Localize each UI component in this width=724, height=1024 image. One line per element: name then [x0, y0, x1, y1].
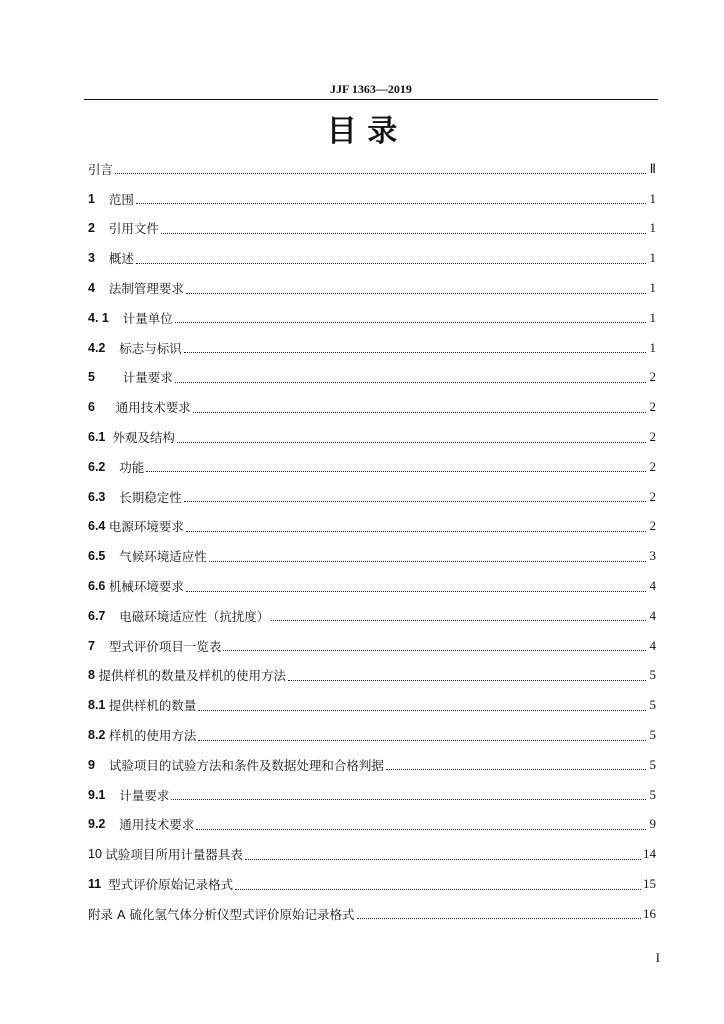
- toc-leader-dots: [209, 561, 646, 562]
- toc-entry-number: 5: [88, 370, 123, 385]
- toc-entry-label: 功能: [119, 459, 145, 475]
- toc-leader-dots: [161, 233, 646, 234]
- toc-entry[interactable]: [88, 571, 656, 601]
- toc-entry[interactable]: [88, 631, 656, 661]
- toc-entry-page: 2: [649, 458, 656, 474]
- toc-leader-dots: [288, 680, 646, 681]
- toc-entry[interactable]: [88, 899, 656, 929]
- toc-entry[interactable]: [88, 452, 656, 482]
- toc-entry-page: 2: [649, 369, 656, 385]
- toc-entry[interactable]: [88, 154, 656, 184]
- toc-entry-page: 14: [643, 846, 656, 862]
- toc-entry-label: 型式评价项目一览表: [108, 638, 222, 654]
- toc-entry-number: 8.2: [88, 728, 109, 743]
- toc-entry-page: 4: [649, 607, 656, 623]
- toc-leader-dots: [223, 650, 646, 651]
- toc-entry-page: 5: [649, 697, 656, 713]
- toc-entry-number: 10: [88, 847, 106, 862]
- toc-entry-page: 1: [649, 190, 656, 206]
- toc-entry-number: 9.2: [88, 817, 120, 832]
- toc-entry-number: 1: [88, 191, 109, 206]
- toc-entry[interactable]: [88, 243, 656, 273]
- toc-entry[interactable]: [88, 273, 656, 303]
- toc-entry-number: 8.1: [88, 698, 109, 713]
- toc-entry[interactable]: [88, 422, 656, 452]
- toc-entry-number: 6.7: [88, 608, 120, 623]
- toc-entry[interactable]: [88, 333, 656, 363]
- toc-entry-label: 长期稳定性: [119, 489, 182, 505]
- toc-entry[interactable]: [88, 184, 656, 214]
- toc-entry-label: 机械环境要求: [108, 579, 184, 595]
- toc-leader-dots: [115, 173, 646, 174]
- toc-entry-label: 提供样机的数量: [108, 698, 197, 714]
- toc-entry[interactable]: [88, 601, 656, 631]
- toc-entry[interactable]: [88, 363, 656, 393]
- toc-entry-label: 通用技术要求: [119, 817, 195, 833]
- toc-entry-page: 5: [649, 727, 656, 743]
- toc-entry[interactable]: [88, 303, 656, 333]
- toc-leader-dots: [198, 710, 646, 711]
- toc-entry-label: 附录 A 硫化氢气体分析仪型式评价原始记录格式: [88, 906, 355, 922]
- toc-entry-label: 范围: [108, 191, 134, 207]
- toc-entry[interactable]: [88, 839, 656, 869]
- toc-entry-number: 2: [88, 221, 109, 236]
- toc-entry-page: 1: [649, 339, 656, 355]
- toc-entry-page: 1: [649, 250, 656, 266]
- toc-entry-page: 2: [649, 488, 656, 504]
- toc-entry-number: 6.5: [88, 549, 120, 564]
- toc-entry[interactable]: [88, 690, 656, 720]
- toc-entry-number: 7: [88, 638, 109, 653]
- toc-leader-dots: [136, 203, 646, 204]
- toc-entry-label: 计量要求: [119, 787, 170, 803]
- table-of-contents: [88, 154, 656, 929]
- toc-entry-number: 4.2: [88, 340, 120, 355]
- toc-entry-number: 6.6: [88, 579, 109, 594]
- toc-entry-page: 16: [643, 905, 656, 921]
- toc-leader-dots: [175, 382, 646, 383]
- toc-leader-dots: [175, 322, 646, 323]
- toc-entry-label: 引用文件: [108, 221, 159, 237]
- toc-entry[interactable]: [88, 720, 656, 750]
- toc-leader-dots: [193, 412, 646, 413]
- toc-leader-dots: [146, 471, 646, 472]
- toc-entry-number: 6.3: [88, 489, 120, 504]
- toc-entry[interactable]: [88, 780, 656, 810]
- toc-entry-label: 通用技术要求: [115, 400, 191, 416]
- toc-entry-label: 电源环境要求: [108, 519, 184, 535]
- toc-entry-number: 8: [88, 668, 99, 683]
- toc-leader-dots: [177, 442, 646, 443]
- toc-entry-page: 1: [649, 309, 656, 325]
- toc-leader-dots: [136, 263, 646, 264]
- toc-entry-label: 型式评价原始记录格式: [108, 877, 234, 893]
- toc-leader-dots: [271, 620, 646, 621]
- toc-entry[interactable]: [88, 750, 656, 780]
- toc-entry-page: 15: [643, 876, 656, 892]
- toc-leader-dots: [357, 918, 642, 919]
- toc-entry[interactable]: [88, 661, 656, 691]
- toc-entry-label: 计量要求: [122, 370, 173, 386]
- toc-entry-page: Ⅱ: [649, 160, 656, 176]
- toc-entry-label: 样机的使用方法: [108, 728, 197, 744]
- header-divider: [84, 99, 658, 100]
- toc-entry-page: 5: [649, 667, 656, 683]
- toc-entry-label: 计量单位: [122, 310, 173, 326]
- toc-entry-number: 4: [88, 281, 109, 296]
- toc-entry-label: 引言: [88, 161, 114, 177]
- toc-entry-page: 2: [649, 399, 656, 415]
- toc-leader-dots: [186, 591, 646, 592]
- toc-entry-label: 标志与标识: [119, 340, 182, 356]
- toc-leader-dots: [184, 352, 646, 353]
- toc-entry-number: 11: [88, 877, 109, 892]
- page-number: I: [655, 950, 660, 965]
- toc-entry-number: 6.4: [88, 519, 109, 534]
- toc-entry-label: 外观及结构: [112, 430, 175, 446]
- page-title: 目 录: [326, 114, 398, 149]
- toc-entry-page: 2: [649, 429, 656, 445]
- toc-leader-dots: [171, 799, 646, 800]
- toc-entry[interactable]: [88, 482, 656, 512]
- toc-entry[interactable]: [88, 869, 656, 899]
- toc-entry[interactable]: [88, 214, 656, 244]
- toc-entry-number: 9: [88, 757, 109, 772]
- toc-entry-label: 试验项目所用计量器具表: [105, 847, 243, 863]
- toc-entry-number: 6: [88, 400, 116, 415]
- toc-entry-page: 4: [649, 637, 656, 653]
- toc-leader-dots: [245, 859, 641, 860]
- toc-leader-dots: [198, 740, 646, 741]
- toc-leader-dots: [235, 889, 641, 890]
- toc-entry-page: 5: [649, 756, 656, 772]
- toc-entry[interactable]: [88, 512, 656, 542]
- toc-entry-label: 试验项目的试验方法和条件及数据处理和合格判据: [108, 757, 384, 773]
- toc-entry-label: 概述: [108, 251, 134, 267]
- toc-entry-page: 1: [649, 280, 656, 296]
- toc-entry-page: 5: [649, 786, 656, 802]
- toc-entry-number: 9.1: [88, 787, 120, 802]
- toc-entry-number: 6.1: [88, 430, 113, 445]
- toc-leader-dots: [196, 829, 646, 830]
- toc-entry-page: 2: [649, 518, 656, 534]
- toc-entry[interactable]: [88, 810, 656, 840]
- toc-entry-page: 4: [649, 578, 656, 594]
- toc-entry-page: 9: [649, 816, 656, 832]
- toc-leader-dots: [184, 501, 646, 502]
- toc-entry-number: 3: [88, 251, 109, 266]
- toc-entry-label: 气候环境适应性: [119, 549, 207, 565]
- toc-leader-dots: [386, 769, 646, 770]
- toc-entry[interactable]: [88, 392, 656, 422]
- document-header: JJF 1363—2019: [330, 82, 412, 96]
- toc-entry-label: 法制管理要求: [108, 281, 184, 297]
- toc-entry-number: 4. 1: [88, 310, 123, 325]
- toc-entry-page: 3: [649, 548, 656, 564]
- toc-leader-dots: [186, 293, 646, 294]
- toc-entry[interactable]: [88, 541, 656, 571]
- toc-entry-label: 提供样机的数量及样机的使用方法: [98, 668, 286, 684]
- toc-leader-dots: [186, 531, 646, 532]
- toc-entry-page: 1: [649, 220, 656, 236]
- toc-entry-label: 电磁环境适应性（抗扰度）: [119, 608, 270, 624]
- toc-entry-number: 6.2: [88, 459, 120, 474]
